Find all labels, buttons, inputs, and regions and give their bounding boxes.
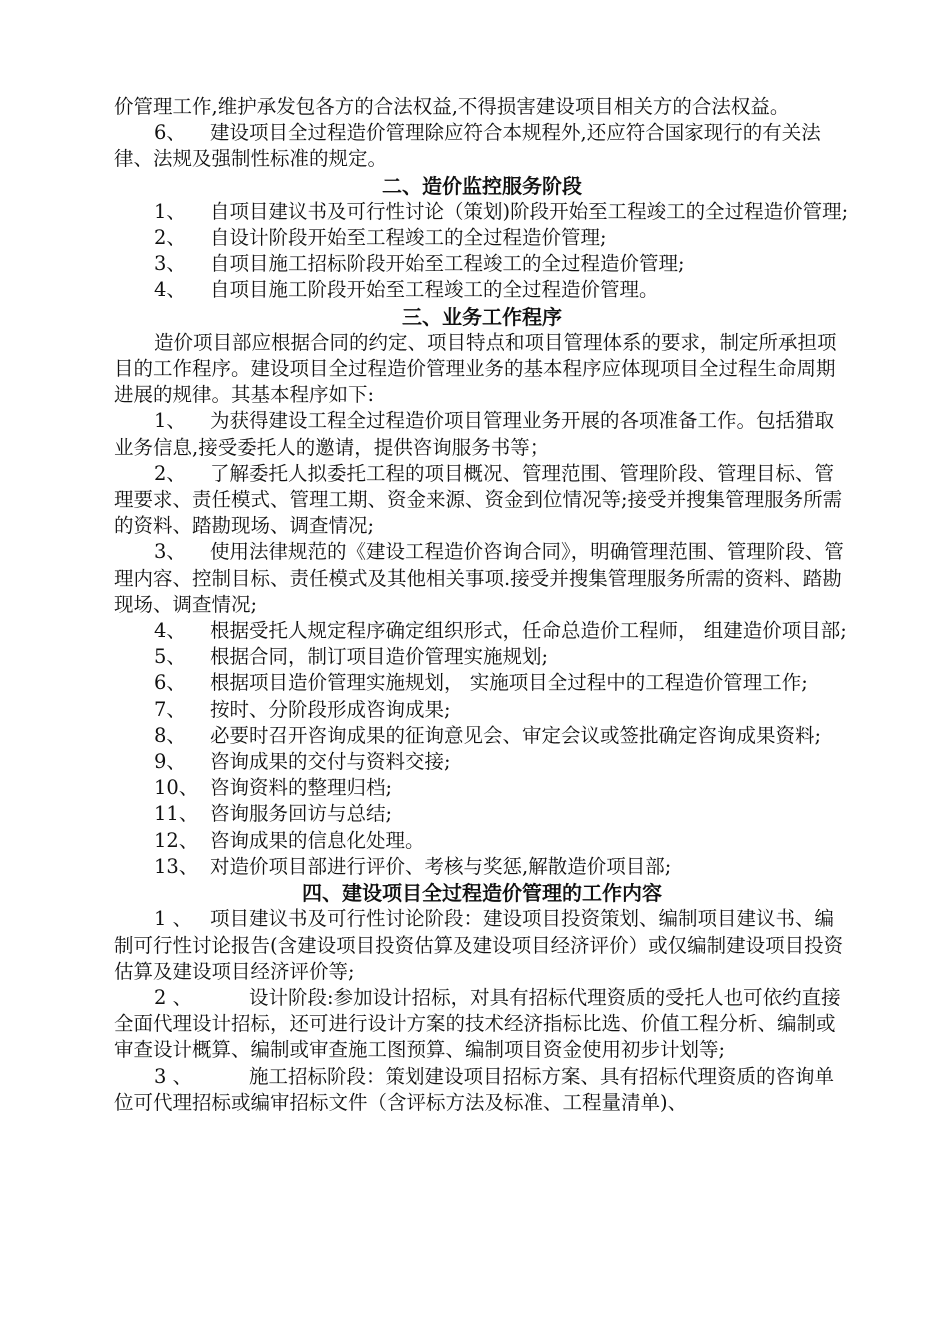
item-text: 根据受托人规定程序确定组织形式，任命总造价工程师， 组建造价项目部; (210, 619, 847, 643)
list-item (114, 828, 850, 854)
list-item (114, 461, 850, 540)
list-item (114, 277, 850, 303)
item-text: 咨询成果的信息化处理。 (210, 828, 425, 852)
section-intro: 造价项目部应根据合同的约定、项目特点和项目管理体系的要求，制定所承担项目的工作程序。建设项目全过程造价管理业务的基本程序应体现项目全过程生命周期进展的规律。其基本程序如下: (114, 330, 837, 407)
item-text: 咨询资料的整理归档; (210, 776, 393, 800)
list-item (114, 985, 850, 1064)
list-item (114, 408, 850, 460)
item-text: 设计阶段:参加设计招标，对具有招标代理资质的受托人也可依约直接全面代理设计招标，还可进行设计方案的技术经济指标比选、价值工程分析、编制或审查设计概算、编制或审查施工图预算、编制项目资金使用初步计划等; (114, 985, 841, 1062)
list-item (114, 618, 850, 644)
list-item (114, 225, 850, 251)
item-text: 使用法律规范的《建设工程造价咨询合同》，明确管理范围、管理阶段、管理内容、控制目标、责任模式及其他相关事项.接受并搜集管理服务所需的资料、踏勘现场、调查情况; (114, 540, 844, 616)
paragraph-continued: 价管理工作,维护承发包各方的合法权益,不得损害建设项目相关方的合法权益。 (114, 95, 790, 118)
item-number: 6、 (154, 671, 186, 695)
list-item (114, 854, 850, 880)
item-text: 咨询服务回访与总结; (210, 802, 393, 826)
list-item (114, 801, 850, 827)
item-number: 11、 (154, 802, 199, 826)
item-number: 1、 (154, 409, 186, 433)
item-text: 了解委托人拟委托工程的项目概况、管理范围、管理阶段、管理目标、管理要求、责任模式、管理工期、资金来源、资金到位情况等;接受并搜集管理服务所需的资料、踏勘现场、调查情况; (114, 461, 843, 538)
item-text: 施工招标阶段：策划建设项目招标方案、具有招标代理资质的咨询单位可代理招标或编审招标文件（含评标方法及标准、工程量清单)、 (114, 1064, 835, 1114)
item-text: 根据项目造价管理实施规划， 实施项目全过程中的工程造价管理工作; (210, 671, 808, 695)
item-text: 自项目施工招标阶段开始至工程竣工的全过程造价管理; (210, 252, 685, 276)
list-item (114, 697, 850, 723)
item-text: 自设计阶段开始至工程竣工的全过程造价管理; (210, 226, 607, 250)
item-text: 自项目施工阶段开始至工程竣工的全过程造价管理。 (210, 278, 659, 302)
item-number: 3、 (154, 252, 186, 276)
item-number: 9、 (154, 750, 186, 774)
section-heading: 三、业务工作程序 (402, 304, 562, 329)
item-number: 4、 (154, 278, 186, 302)
item-text: 必要时召开咨询成果的征询意见会、审定会议或签批确定咨询成果资料; (210, 723, 822, 747)
item-text: 建设项目全过程造价管理除应符合本规程外,还应符合国家现行的有关法律、法规及强制性标准的规定。 (114, 121, 821, 171)
item-text: 项目建议书及可行性讨论阶段：建设项目投资策划、编制项目建议书、编制可行性讨论报告(含建设项目投资估算及建设项目经济评价）或仅编制建设项目投资估算及建设项目经济评价等; (114, 907, 844, 983)
item-number: 10、 (154, 776, 199, 800)
list-item (114, 670, 850, 696)
item-text: 对造价项目部进行评价、考核与奖惩,解散造价项目部; (210, 854, 672, 878)
item-number: 3 、 (154, 1064, 193, 1088)
item-text: 咨询成果的交付与资料交接; (210, 750, 451, 774)
list-item (114, 723, 850, 749)
item-number: 2、 (154, 461, 186, 485)
item-text: 根据合同，制订项目造价管理实施规划; (210, 645, 549, 669)
item-number: 2 、 (154, 985, 193, 1009)
item-number: 1 、 (154, 907, 193, 931)
item-number: 2、 (154, 226, 186, 250)
item-number: 1、 (154, 199, 186, 223)
item-text: 按时、分阶段形成咨询成果; (210, 697, 451, 721)
item-number: 3、 (154, 540, 186, 564)
list-item (114, 749, 850, 775)
list-item (114, 120, 850, 172)
item-number: 6、 (154, 121, 186, 145)
list-item (114, 644, 850, 670)
list-item (114, 539, 850, 618)
item-number: 5、 (154, 645, 186, 669)
list-item (114, 775, 850, 801)
item-text: 为获得建设工程全过程造价项目管理业务开展的各项准备工作。包括猎取业务信息,接受委托人的邀请，提供咨询服务书等； (114, 409, 835, 459)
section-heading: 二、造价监控服务阶段 (382, 173, 582, 198)
item-number: 13、 (154, 854, 199, 878)
item-number: 8、 (154, 723, 186, 747)
list-item (114, 1064, 850, 1116)
list-item (114, 906, 850, 985)
item-number: 4、 (154, 619, 186, 643)
section-heading: 四、建设项目全过程造价管理的工作内容 (302, 881, 662, 906)
list-item (114, 199, 850, 225)
item-number: 7、 (154, 697, 186, 721)
item-number: 12、 (154, 828, 199, 852)
item-text: 自项目建议书及可行性讨论（策划)阶段开始至工程竣工的全过程造价管理; (210, 199, 849, 223)
list-item (114, 251, 850, 277)
